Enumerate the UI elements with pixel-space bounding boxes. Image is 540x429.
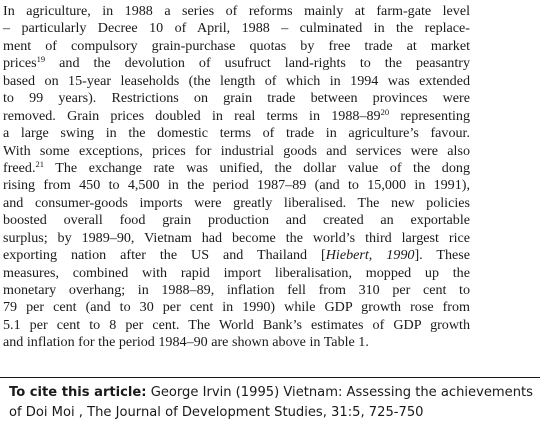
footnote-reference: 20: [380, 106, 390, 117]
citation-box: [9, 383, 537, 423]
text-run: and the devolution of usufruct land-rights to the peasantry: [45, 55, 470, 72]
text-line: [3, 195, 470, 212]
text-line: [3, 299, 470, 316]
text-run: surplus; by 1989–90, Vietnam had become the world’s third largest rice: [3, 229, 470, 246]
text-run: freed.: [3, 159, 36, 176]
footnote-reference: 21: [35, 158, 44, 169]
text-line: [3, 108, 470, 125]
citation-reference: George Irvin (1995) Vietnam: Assessing the achievements: [146, 385, 533, 400]
text-line: [3, 38, 470, 55]
text-run: 79 per cent (and to 30 per cent in 1990) while GDP growth rose from: [3, 299, 470, 316]
text-line: [3, 55, 470, 72]
text-line: [3, 160, 470, 177]
text-run: rising from 450 to 4,500 in the period 1987–89 (and to 15,000 in 1991),: [3, 177, 470, 194]
text-line: [3, 177, 470, 194]
citation-line-1: [9, 383, 537, 403]
text-run: and inflation for the period 1984–90 are shown above in Table 1.: [3, 334, 369, 351]
text-line: [3, 212, 470, 229]
text-run: boosted overall food grain production and created an exportable: [3, 212, 470, 229]
text-run: based on 15-year leaseholds (the length of which in 1994 was extended: [3, 72, 470, 89]
text-run: a large swing in the domestic terms of trade in agriculture’s favour.: [3, 125, 470, 142]
text-run: prices: [3, 55, 37, 72]
text-line: [3, 317, 470, 334]
text-run: – particularly Decree 10 of April, 1988 – culminated in the replace-: [3, 20, 470, 37]
citation-label: To cite this article:: [9, 385, 147, 400]
text-line: [3, 73, 470, 90]
text-line: [3, 125, 470, 142]
text-line: [3, 282, 470, 299]
text-line: [3, 265, 470, 282]
text-line: [3, 90, 470, 107]
text-line: [3, 143, 470, 160]
text-run: With some exceptions, prices for industrial goods and services were also: [3, 142, 470, 159]
text-line: [3, 230, 470, 247]
article-body: [3, 3, 470, 352]
text-line: [3, 3, 470, 20]
text-run: to 99 years). Restrictions on grain trade between provinces were: [3, 90, 470, 107]
text-run: removed. Grain prices doubled in real terms in 1988–89: [3, 107, 381, 124]
text-run: and consumer-goods imports were greatly liberalised. The new policies: [3, 194, 470, 211]
citation-reference-inline: Hiebert, 1990: [325, 247, 415, 264]
citation-divider: [0, 377, 540, 378]
citation-line-2: of Doi Moi , The Journal of Development Studies, 31:5, 725-750: [9, 405, 424, 420]
text-run: ]. These: [414, 247, 470, 264]
text-run: 5.1 per cent to 8 per cent. The World Bank’s estimates of GDP growth: [3, 316, 470, 333]
text-line: [3, 20, 470, 37]
footnote-reference: 19: [36, 54, 46, 65]
text-run: monetary overhang; in 1988–89, inflation fell from 310 per cent to: [3, 282, 470, 298]
text-run: In agriculture, in 1988 a series of reforms mainly at farm-gate level: [3, 3, 470, 19]
text-run: The exchange rate was unified, the dollar value of the dong: [43, 159, 470, 176]
text-run: ment of compulsory grain-purchase quotas by free trade at market: [3, 37, 470, 54]
text-run: exporting nation after the US and Thailand [: [3, 247, 326, 264]
text-line: [3, 334, 470, 351]
text-run: representing: [389, 107, 470, 124]
text-run: measures, combined with rapid import liberalisation, mopped up the: [3, 264, 470, 281]
text-line: [3, 247, 470, 264]
